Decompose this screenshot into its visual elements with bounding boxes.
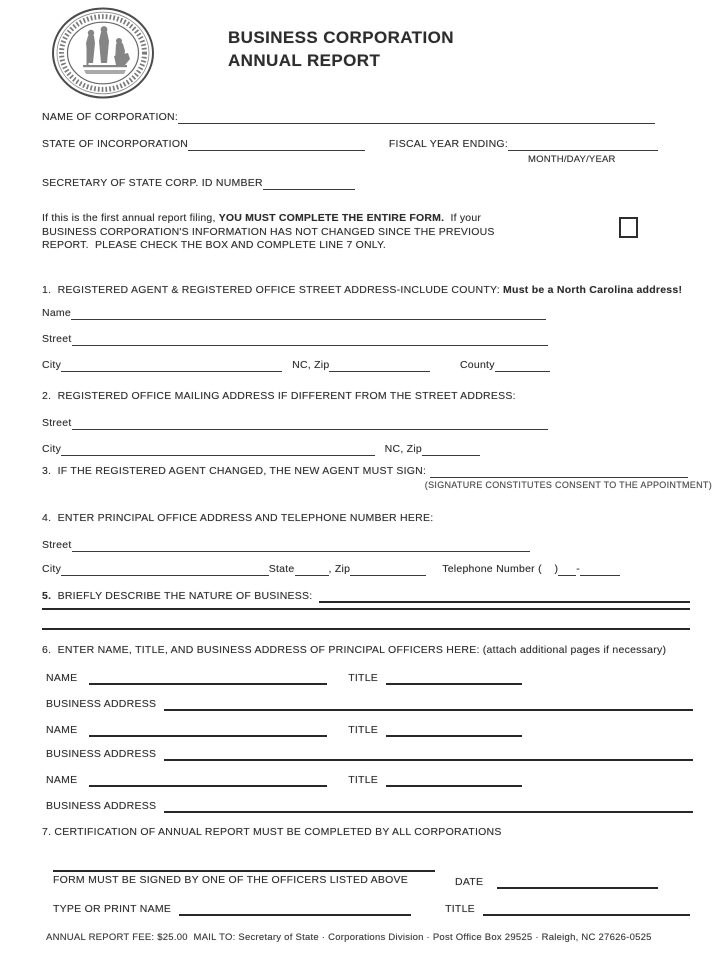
new-agent-signature-field[interactable] [430,464,688,478]
agent-street-field[interactable] [72,332,548,346]
officer-3-address-label: BUSINESS ADDRESS [46,800,157,812]
section1-heading-text: 1. REGISTERED AGENT & REGISTERED OFFICE STREET ADDRESS-INCLUDE COUNTY: [42,284,504,296]
signature-instruction: FORM MUST BE SIGNED BY ONE OF THE OFFICERS LISTED ABOVE [53,874,409,886]
mailing-street-label: Street [42,417,72,429]
section1-heading [42,284,682,297]
state-of-incorporation-label: STATE OF INCORPORATION [42,138,189,150]
mailing-city-field[interactable] [61,442,375,456]
principal-street-label: Street [42,539,72,551]
agent-nc-zip-label: NC, Zip [292,359,330,371]
principal-zip-label: , Zip [328,563,351,575]
telephone-label: Telephone Number ( ) [442,563,559,575]
section7-heading: 7. CERTIFICATION OF ANNUAL REPORT MUST BE COMPLETED BY ALL CORPORATIONS [42,826,502,838]
state-of-incorporation-field[interactable] [188,137,365,151]
notice-line-3: REPORT. PLEASE CHECK THE BOX AND COMPLETE LINE 7 ONLY. [42,239,386,251]
officer-2-name-field[interactable] [89,722,327,737]
section2-heading: 2. REGISTERED OFFICE MAILING ADDRESS IF DIFFERENT FROM THE STREET ADDRESS: [42,390,516,402]
mailing-zip-field[interactable] [422,442,480,456]
nc-state-seal-icon [50,6,156,100]
notice-line1-bold: YOU MUST COMPLETE THE ENTIRE FORM. [218,212,445,224]
nature-of-business-field-2[interactable] [42,595,690,610]
notice-line1-pre: If this is the first annual report filing, [42,212,219,224]
officer-2-title-label: TITLE [348,724,379,736]
date-field[interactable] [497,874,658,889]
section3-heading: 3. IF THE REGISTERED AGENT CHANGED, THE NEW AGENT MUST SIGN: [42,465,427,477]
agent-city-label: City [42,359,62,371]
telephone-prefix-field[interactable] [558,562,576,576]
officer-1-title-field[interactable] [386,670,522,685]
officer-3-name-field[interactable] [89,772,327,787]
info-unchanged-checkbox[interactable] [619,217,638,238]
section1-heading-bold: Must be a North Carolina address! [503,284,683,296]
principal-state-label: State [268,563,295,575]
officer-3-name-label: NAME [46,774,78,786]
notice-line-1 [42,212,592,226]
notice-line-2: BUSINESS CORPORATION'S INFORMATION HAS NOT CHANGED SINCE THE PREVIOUS [42,225,495,238]
section5-number: 5. [42,590,52,602]
officer-3-address-field[interactable] [164,798,693,813]
agent-county-field[interactable] [495,358,550,372]
sos-corp-id-field[interactable] [263,176,355,190]
section5-heading: BRIEFLY DESCRIBE THE NATURE OF BUSINESS: [51,590,319,602]
mailing-street-field[interactable] [72,416,548,430]
nature-of-business-field-3[interactable] [42,615,690,630]
officer-2-address-field[interactable] [164,746,693,761]
notice-line1-post: If your [444,212,482,224]
certification-title-field[interactable] [483,901,690,916]
certification-title-label: TITLE [445,903,475,915]
officer-1-title-label: TITLE [348,672,379,684]
form-title-line1: BUSINESS CORPORATION [228,28,454,47]
mailing-nc-zip-label: NC, Zip [384,443,422,455]
officer-2-name-label: NAME [46,724,78,736]
agent-street-label: Street [42,333,72,345]
print-name-field[interactable] [179,901,411,916]
officer-1-address-field[interactable] [164,696,693,711]
principal-zip-field[interactable] [350,562,426,576]
first-filing-notice [42,212,592,253]
agent-zip-field[interactable] [329,358,429,372]
agent-name-label: Name [42,307,72,319]
section6-heading: 6. ENTER NAME, TITLE, AND BUSINESS ADDRESS OF PRINCIPAL OFFICERS HERE: (attach additional pages if necessary) [42,644,667,656]
date-label: DATE [455,876,484,888]
officer-signature-field[interactable] [53,857,435,872]
corporation-name-label: NAME OF CORPORATION: [42,111,179,123]
principal-city-field[interactable] [61,562,269,576]
section4-heading: 4. ENTER PRINCIPAL OFFICE ADDRESS AND TELEPHONE NUMBER HERE: [42,512,434,524]
officer-3-title-field[interactable] [386,772,522,787]
officer-1-name-label: NAME [46,672,78,684]
officer-3-title-label: TITLE [348,774,379,786]
sos-corp-id-label: SECRETARY OF STATE CORP. ID NUMBER [42,177,263,189]
telephone-number-field[interactable] [580,562,620,576]
principal-city-label: City [42,563,62,575]
principal-street-field[interactable] [72,538,530,552]
print-name-label: TYPE OR PRINT NAME [53,903,172,915]
signature-consent-caption: (SIGNATURE CONSTITUTES CONSENT TO THE APPOINTMENT) [424,480,712,490]
agent-county-label: County [459,359,495,371]
officer-2-title-field[interactable] [386,722,522,737]
corporation-name-field[interactable] [178,110,655,124]
agent-city-field[interactable] [61,358,282,372]
fiscal-year-ending-field[interactable] [508,137,658,151]
officer-1-name-field[interactable] [89,670,327,685]
footer-mailing-instructions: ANNUAL REPORT FEE: $25.00 MAIL TO: Secretary of State · Corporations Division · Post Office Box 29525 · Raleigh, NC 27626-0525 [46,932,652,943]
telephone-separator: - [576,563,580,575]
agent-name-field[interactable] [71,306,546,320]
officer-1-address-label: BUSINESS ADDRESS [46,698,157,710]
form-title [228,26,454,72]
form-title-line2: ANNUAL REPORT [228,51,381,70]
mailing-city-label: City [42,443,62,455]
officer-2-address-label: BUSINESS ADDRESS [46,748,157,760]
principal-state-field[interactable] [295,562,329,576]
fiscal-year-ending-label: FISCAL YEAR ENDING: [388,138,508,150]
fiscal-year-format-hint: MONTH/DAY/YEAR [528,154,616,165]
